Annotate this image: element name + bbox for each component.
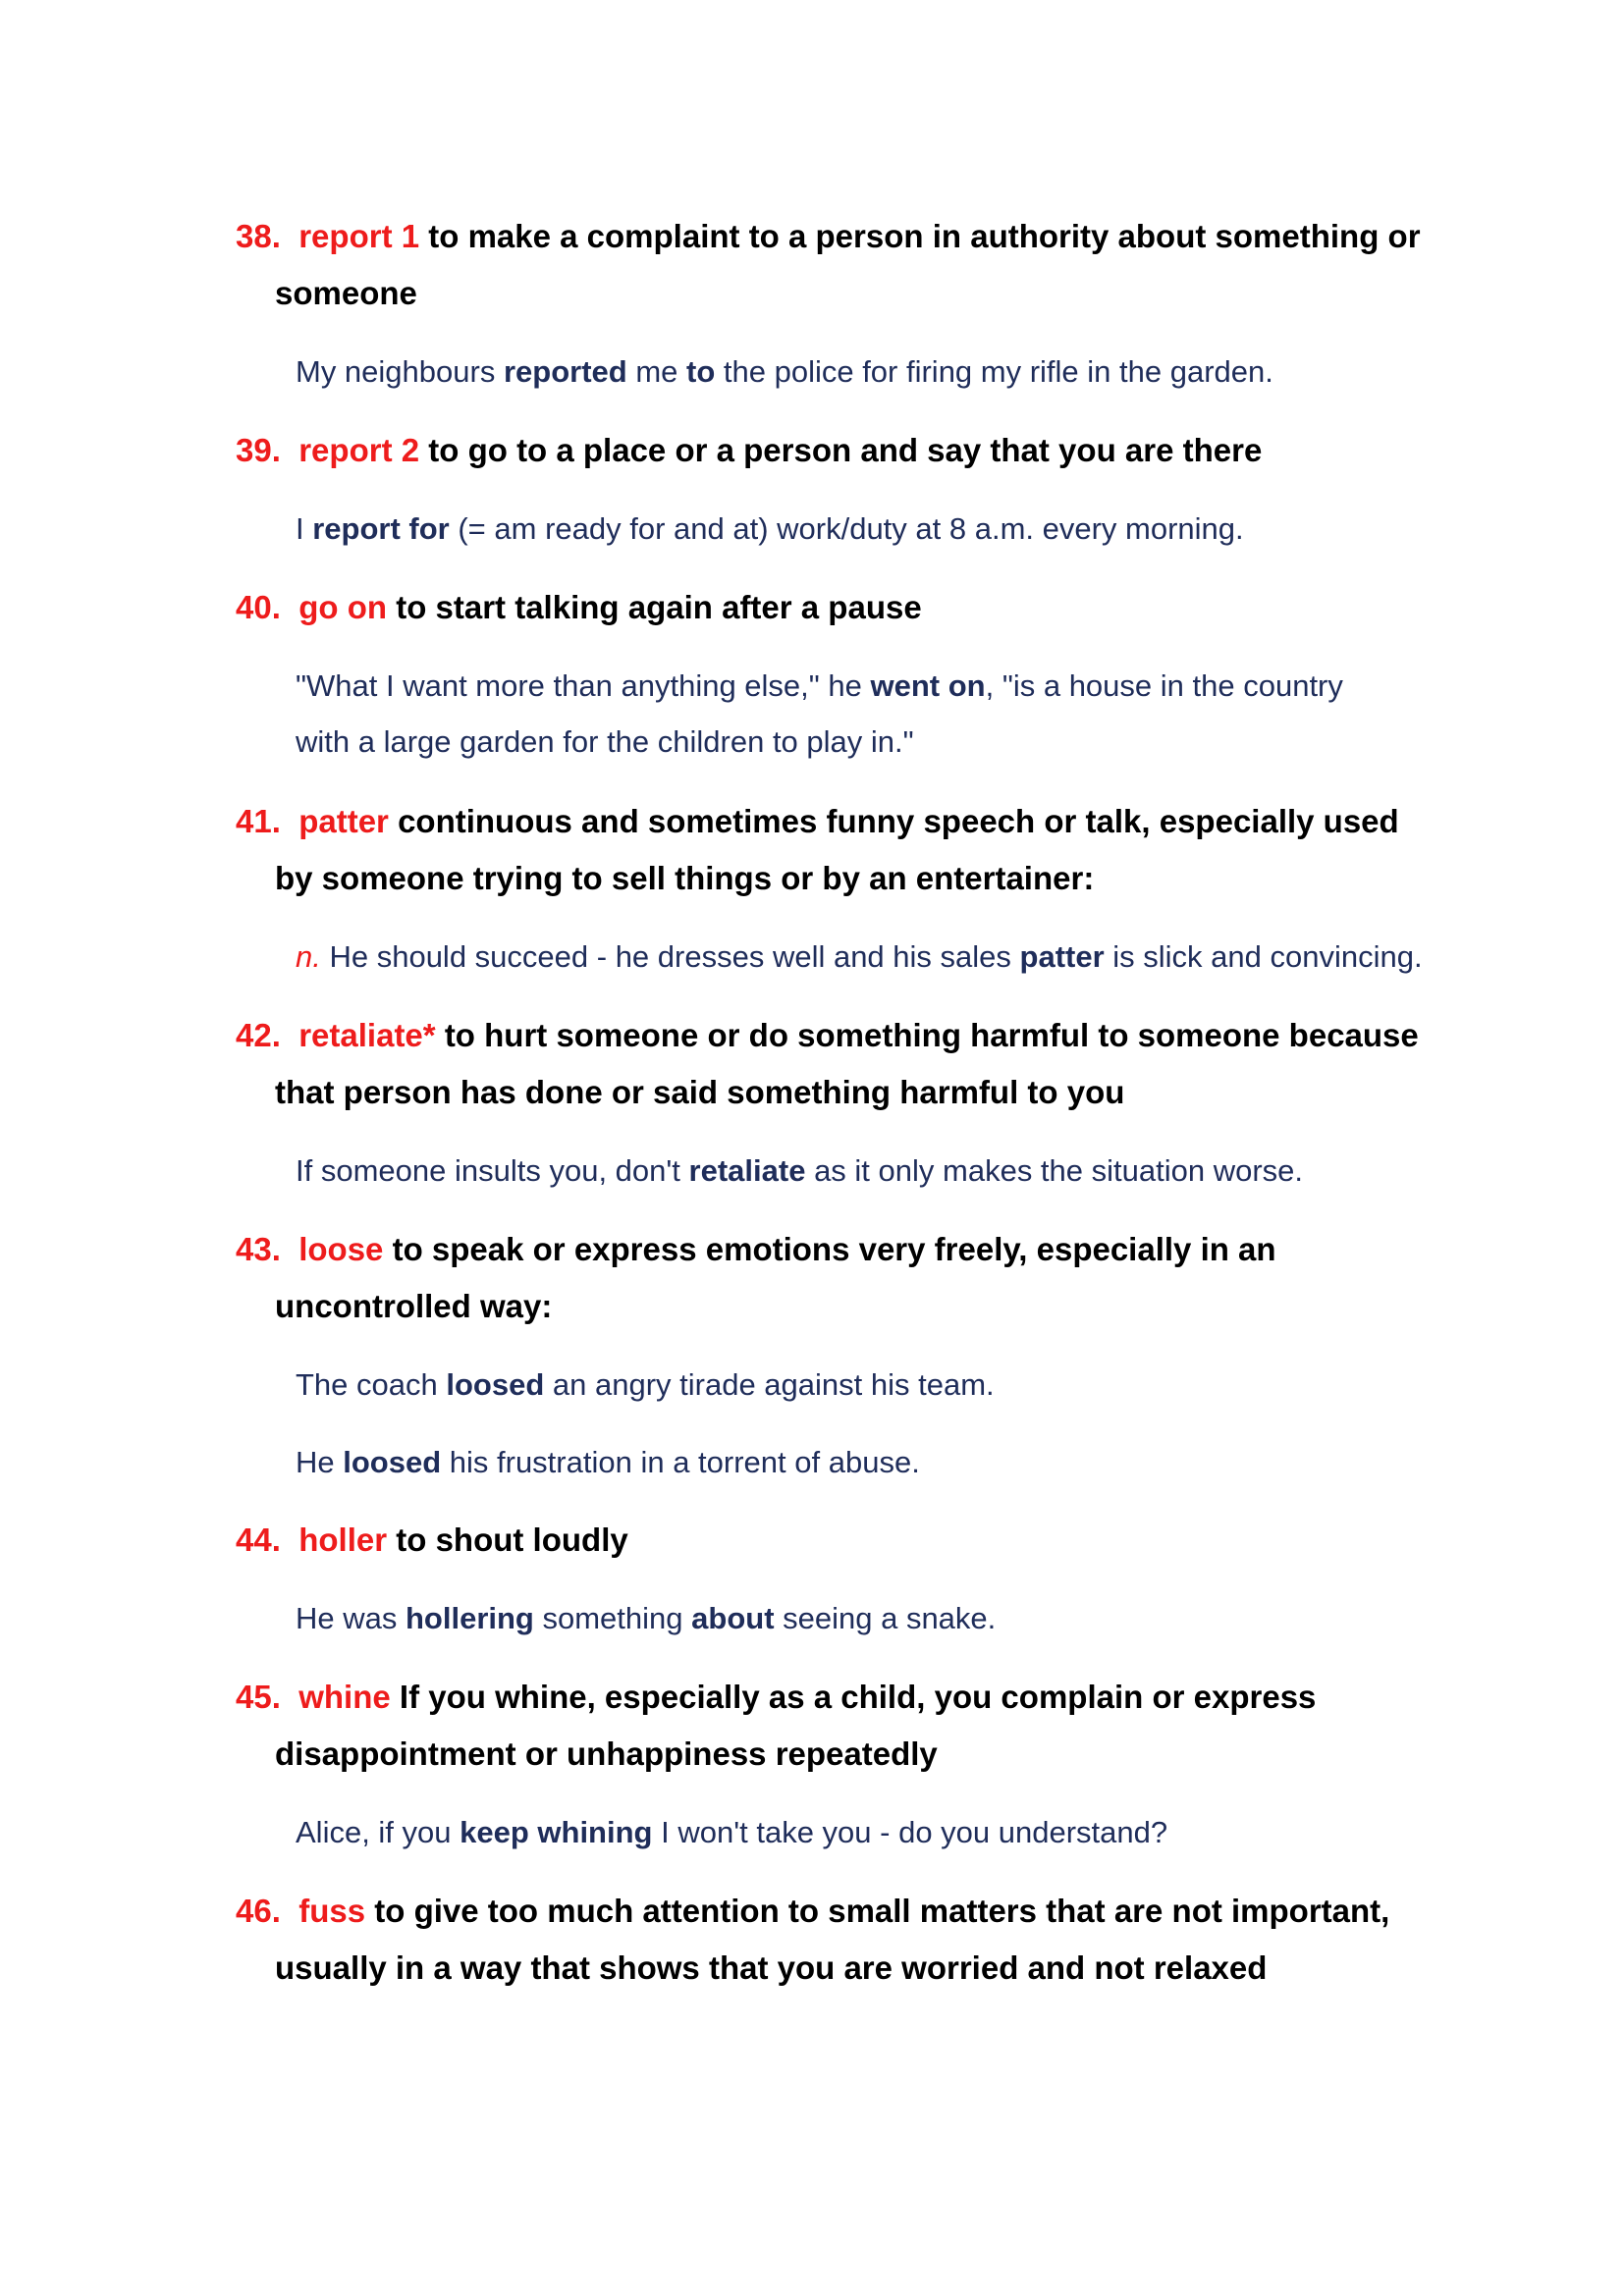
- entry-43: [236, 1221, 1443, 1490]
- entry-number: 46.: [236, 1893, 281, 1929]
- example-text: He should succeed - he dresses well and his sales: [320, 939, 1020, 974]
- entry-number: 38.: [236, 218, 281, 254]
- entry-number: 42.: [236, 1017, 281, 1053]
- example-text: If someone insults you, don't: [296, 1153, 689, 1188]
- example-keyword: report for: [312, 511, 450, 546]
- example-text: Alice, if you: [296, 1815, 460, 1849]
- entry-41: [236, 793, 1443, 985]
- definition: to go to a place or a person and say that you are there: [428, 432, 1263, 468]
- example-text: The coach: [296, 1367, 447, 1402]
- headword: whine: [298, 1679, 391, 1715]
- entry-heading: [236, 1512, 1443, 1569]
- definition: to start talking again after a pause: [396, 589, 922, 625]
- headword: holler: [298, 1522, 388, 1558]
- entry-heading: [236, 579, 1443, 636]
- example-sentence: [296, 1434, 1443, 1490]
- example-sentence: [296, 1357, 1443, 1413]
- example-keyword: to: [686, 354, 716, 389]
- example-text: something: [533, 1601, 692, 1635]
- headword: report 1: [298, 218, 420, 254]
- definition: to shout loudly: [396, 1522, 628, 1558]
- example-text: me: [626, 354, 686, 389]
- example-text: My neighbours: [296, 354, 504, 389]
- entry-45: [236, 1669, 1443, 1860]
- example-keyword: about: [691, 1601, 775, 1635]
- entry-38: [236, 208, 1443, 400]
- entry-heading: [236, 208, 1443, 322]
- example-keyword: hollering: [405, 1601, 534, 1635]
- entry-heading: [236, 1007, 1443, 1121]
- entry-number: 41.: [236, 803, 281, 839]
- example-text: , "is a house in the country with a large garden for the children to play in.": [296, 668, 1343, 759]
- entry-number: 43.: [236, 1231, 281, 1267]
- example-text: I: [296, 511, 313, 546]
- headword: fuss: [298, 1893, 366, 1929]
- part-of-speech: n.: [296, 939, 321, 974]
- example-text: as it only makes the situation worse.: [805, 1153, 1304, 1188]
- headword: report 2: [298, 432, 420, 468]
- example-keyword: loosed: [343, 1445, 442, 1479]
- example-sentence: [296, 929, 1443, 985]
- entry-heading: [236, 422, 1443, 479]
- headword: retaliate*: [298, 1017, 436, 1053]
- example-sentence: [296, 501, 1443, 557]
- entry-39: [236, 422, 1443, 557]
- definition: continuous and sometimes funny speech or talk, especially used by someone trying to sell things or by an entertainer:: [275, 803, 1399, 896]
- example-sentence: [296, 1590, 1443, 1646]
- headword: loose: [298, 1231, 384, 1267]
- entry-heading: [236, 1221, 1316, 1335]
- entry-heading: [236, 1669, 1443, 1783]
- definition: to make a complaint to a person in authority about something or someone: [275, 218, 1421, 311]
- example-text: the police for firing my rifle in the garden.: [715, 354, 1273, 389]
- entry-number: 39.: [236, 432, 281, 468]
- example-text: I won't take you - do you understand?: [652, 1815, 1168, 1849]
- example-sentence: [296, 344, 1443, 400]
- definition: If you whine, especially as a child, you complain or express disappointment or unhappiness repeatedly: [275, 1679, 1317, 1772]
- entry-44: [236, 1512, 1443, 1646]
- example-text: an angry tirade against his team.: [544, 1367, 995, 1402]
- entry-46: [236, 1883, 1443, 1997]
- example-keyword: retaliate: [688, 1153, 806, 1188]
- headword: patter: [298, 803, 389, 839]
- example-text: his frustration in a torrent of abuse.: [441, 1445, 920, 1479]
- example-sentence: [296, 1143, 1443, 1199]
- entry-number: 40.: [236, 589, 281, 625]
- definition: to speak or express emotions very freely, especially in an uncontrolled way:: [275, 1231, 1276, 1324]
- example-keyword: reported: [503, 354, 627, 389]
- entry-40: [236, 579, 1443, 770]
- example-sentence: [296, 658, 1405, 770]
- example-keyword: patter: [1019, 939, 1105, 974]
- example-text: He was: [296, 1601, 406, 1635]
- definition: to give too much attention to small matters that are not important, usually in a way that shows that you are worried and not relaxed: [275, 1893, 1390, 1986]
- example-text: "What I want more than anything else," he: [296, 668, 871, 703]
- entry-number: 45.: [236, 1679, 281, 1715]
- example-sentence: [296, 1804, 1443, 1860]
- example-text: He: [296, 1445, 344, 1479]
- example-keyword: keep whining: [460, 1815, 653, 1849]
- headword: go on: [298, 589, 388, 625]
- entry-heading: [236, 793, 1443, 907]
- example-text: is slick and convincing.: [1104, 939, 1423, 974]
- example-text: (= am ready for and at) work/duty at 8 a.m. every morning.: [449, 511, 1244, 546]
- entry-heading: [236, 1883, 1443, 1997]
- example-text: seeing a snake.: [774, 1601, 997, 1635]
- example-keyword: went on: [870, 668, 986, 703]
- example-keyword: loosed: [446, 1367, 545, 1402]
- entry-42: [236, 1007, 1443, 1199]
- entry-number: 44.: [236, 1522, 281, 1558]
- definition: to hurt someone or do something harmful to someone because that person has done or said something harmful to you: [275, 1017, 1419, 1110]
